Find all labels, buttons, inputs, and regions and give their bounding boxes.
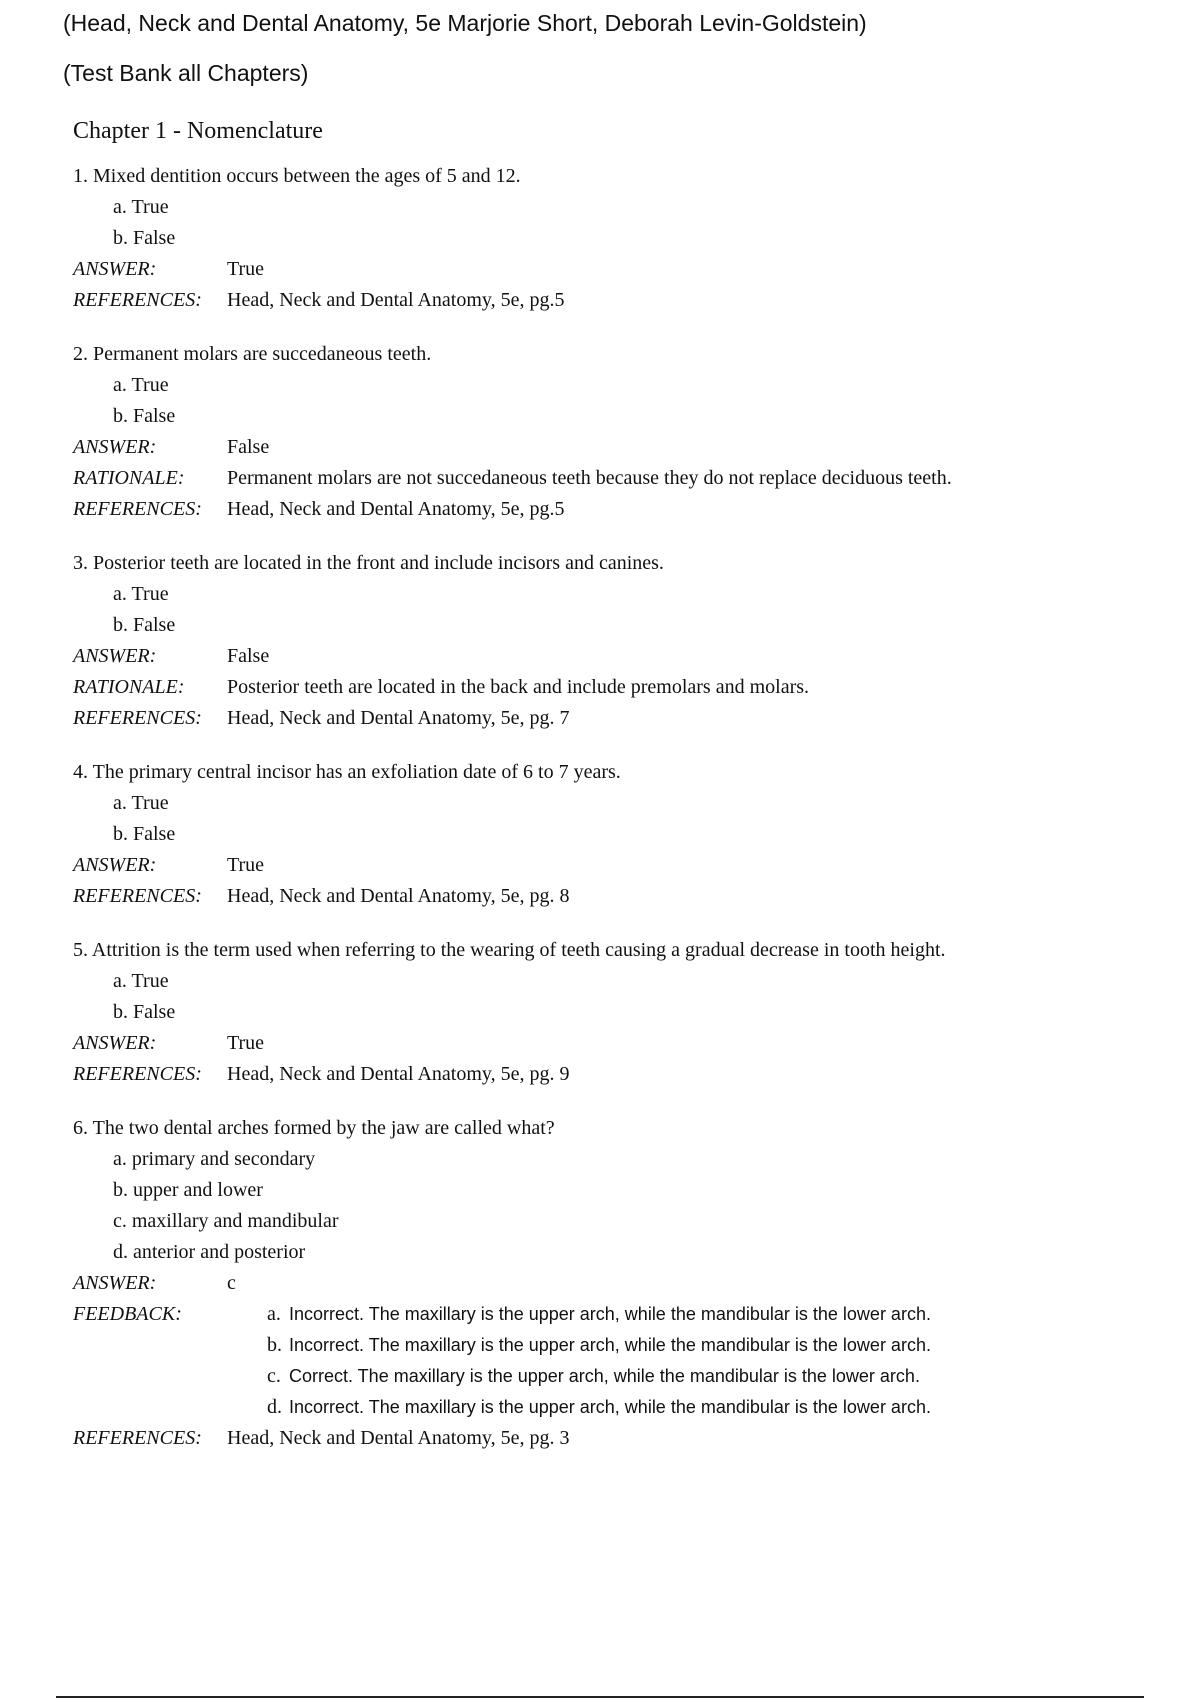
feedback-letter: c. [267,1365,281,1387]
feedback-item-b [267,1330,931,1361]
feedback-letter: a. [267,1303,281,1325]
option-list [73,788,1153,850]
answer-label: ANSWER: [73,645,157,667]
option-list [73,579,1153,641]
feedback-letter: d. [267,1396,282,1418]
question-5 [73,934,1153,1090]
feedback-text: Incorrect. The maxillary is the upper arch, while the mandibular is the lower arch. [289,1335,931,1355]
answer-value: True [227,854,265,876]
question-stem: 1. Mixed dentition occurs between the ages of 5 and 12. [73,165,521,187]
option-b: b. False [113,1001,176,1023]
feedback-row [73,1299,1153,1423]
answer-label: ANSWER: [73,258,157,280]
references-row [73,881,1153,912]
test-bank-header: (Test Bank all Chapters) [63,60,309,86]
references-label: REFERENCES: [73,707,202,729]
option-a: a. True [113,970,169,992]
footer-divider [56,1696,1144,1698]
references-value: Head, Neck and Dental Anatomy, 5e, pg. 7 [227,707,570,729]
question-6 [73,1112,1153,1454]
question-stem: 3. Posterior teeth are located in the front and include incisors and canines. [73,552,664,574]
answer-row [73,641,1153,672]
book-title-header: (Head, Neck and Dental Anatomy, 5e Marjorie Short, Deborah Levin-Goldstein) [63,10,867,36]
option-a: a. True [113,583,169,605]
rationale-row [73,672,1153,703]
question-1 [73,160,1153,316]
feedback-item-a [267,1299,931,1330]
option-list [73,966,1153,1028]
chapter-title: Chapter 1 - Nomenclature [73,118,323,144]
references-value: Head, Neck and Dental Anatomy, 5e, pg.5 [227,498,565,520]
references-row [73,1423,1153,1454]
rationale-label: RATIONALE: [73,676,185,698]
answer-value: True [227,258,265,280]
references-value: Head, Neck and Dental Anatomy, 5e, pg. 3 [227,1427,570,1449]
answer-value: False [227,436,270,458]
option-list [73,370,1153,432]
option-b: b. False [113,614,176,636]
answer-value: c [227,1272,236,1294]
option-a: a. True [113,792,169,814]
feedback-item-d [267,1392,931,1423]
question-stem: 4. The primary central incisor has an exfoliation date of 6 to 7 years. [73,761,621,783]
rationale-value: Permanent molars are not succedaneous teeth because they do not replace deciduous teeth. [227,467,952,489]
question-3 [73,547,1153,734]
option-a: a. True [113,374,169,396]
option-c: c. maxillary and mandibular [113,1210,339,1232]
references-value: Head, Neck and Dental Anatomy, 5e, pg. 9 [227,1063,570,1085]
rationale-value: Posterior teeth are located in the back and include premolars and molars. [227,676,810,698]
option-b: b. False [113,405,176,427]
references-value: Head, Neck and Dental Anatomy, 5e, pg.5 [227,289,565,311]
option-b: b. False [113,227,176,249]
option-a: a. True [113,196,169,218]
content [73,114,1153,1476]
answer-label: ANSWER: [73,1032,157,1054]
references-row [73,285,1153,316]
answer-row [73,254,1153,285]
answer-label: ANSWER: [73,1272,157,1294]
feedback-item-c [267,1361,931,1392]
question-stem: 5. Attrition is the term used when referring to the wearing of teeth causing a gradual decrease in tooth height. [73,939,946,961]
option-d: d. anterior and posterior [113,1241,306,1263]
references-label: REFERENCES: [73,498,202,520]
rationale-row [73,463,1153,494]
references-label: REFERENCES: [73,289,202,311]
feedback-text: Incorrect. The maxillary is the upper arch, while the mandibular is the lower arch. [289,1304,931,1324]
question-stem: 2. Permanent molars are succedaneous teeth. [73,343,432,365]
answer-value: False [227,645,270,667]
option-b: b. False [113,823,176,845]
references-label: REFERENCES: [73,885,202,907]
references-label: REFERENCES: [73,1063,202,1085]
option-list [73,1144,1153,1268]
feedback-text: Incorrect. The maxillary is the upper arch, while the mandibular is the lower arch. [289,1397,931,1417]
answer-row [73,432,1153,463]
references-value: Head, Neck and Dental Anatomy, 5e, pg. 8 [227,885,570,907]
question-2 [73,338,1153,525]
option-list [73,192,1153,254]
question-stem: 6. The two dental arches formed by the jaw are called what? [73,1117,555,1139]
option-b: b. upper and lower [113,1179,263,1201]
feedback-text: Correct. The maxillary is the upper arch, while the mandibular is the lower arch. [289,1366,920,1386]
references-row [73,703,1153,734]
answer-value: True [227,1032,265,1054]
answer-row [73,1028,1153,1059]
answer-row [73,1268,1153,1299]
rationale-label: RATIONALE: [73,467,185,489]
references-row [73,1059,1153,1090]
question-4 [73,756,1153,912]
answer-label: ANSWER: [73,436,157,458]
references-row [73,494,1153,525]
feedback-letter: b. [267,1334,282,1356]
feedback-list [267,1299,931,1423]
answer-row [73,850,1153,881]
answer-label: ANSWER: [73,854,157,876]
feedback-label: FEEDBACK: [73,1303,182,1325]
option-a: a. primary and secondary [113,1148,316,1170]
references-label: REFERENCES: [73,1427,202,1449]
